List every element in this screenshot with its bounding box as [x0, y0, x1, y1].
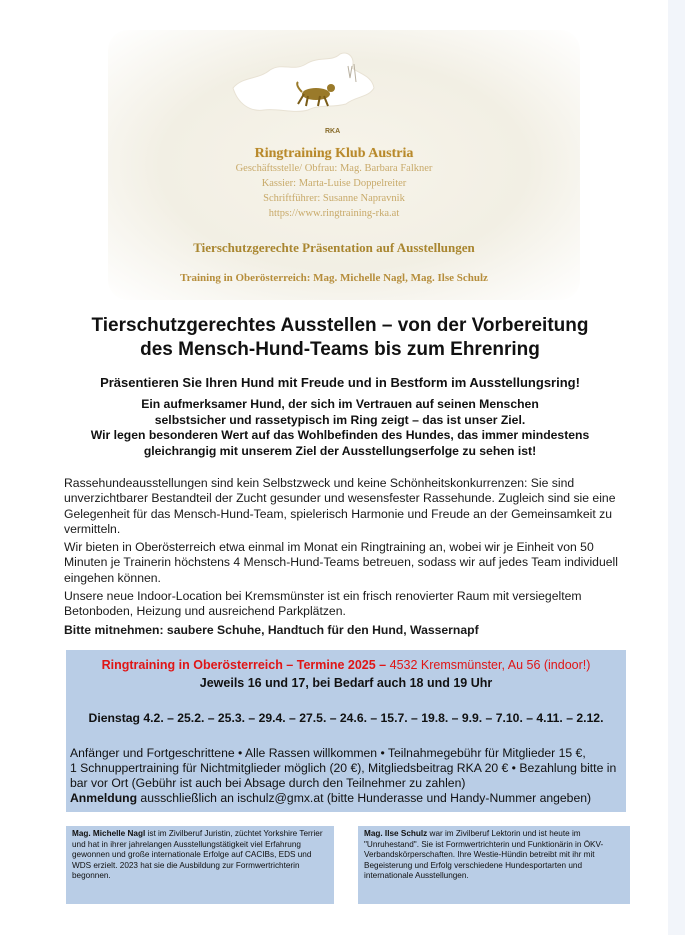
info-line: 1 Schnuppertraining für Nichtmitglieder möglich (20 €), Mitgliedsbeitrag RKA 20 € • Bezahlung bitte in bar vor Ort (Gebühr ist auch bei Absage durch den Teilnehmer zu zahlen) — [70, 761, 617, 790]
page-title — [30, 314, 650, 362]
austria-map-logo — [228, 48, 378, 128]
dates-heading — [66, 658, 626, 672]
body-paragraph: Wir bieten in Oberösterreich etwa einmal im Monat ein Ringtraining an, wobei wir je Einheit von 50 Minuten je Trainerin höchstens 4 Mensch-Hund-Teams betreuen, sodass wir auf jedes Team individuell eingehen können. — [64, 540, 618, 585]
body-paragraph: Unsere neue Indoor-Location bei Kremsmünster ist ein frisch renovierter Raum mit versiegeltem Betonboden, Heizung und ausreichend Parkplätzen. — [64, 589, 582, 619]
training-times: Jeweils 16 und 17, bei Bedarf auch 18 und 19 Uhr — [199, 676, 493, 690]
registration-label: Anmeldung — [70, 791, 138, 805]
header-website-link[interactable]: https://www.ringtraining-rka.at — [268, 208, 400, 219]
training-dates: Dienstag 4.2. – 25.2. – 25.3. – 29.4. – 27.5. – 24.6. – 15.7. – 19.8. – 9.9. – 7.10. – 4.11. – 2.12. — [88, 711, 604, 725]
info-line: Anfänger und Fortgeschrittene • Alle Rassen willkommen • Teilnahmegebühr für Mitglieder 15 €, — [70, 746, 586, 760]
dates-box — [66, 650, 626, 812]
dates-heading-location: 4532 Kremsmünster, Au 56 (indoor!) — [386, 658, 591, 672]
registration-line — [70, 791, 622, 806]
bio-text: ist im Zivilberuf Juristin, züchtet Yorkshire Terrier und hat in ihrer jahrelangen Ausstellungstätigkeit viel Erfahrung gewonnen und große internationale Erfolge auf CACIBs, EDS und WDS erzielt. 2023 hat sie die Ausbildung zur Formwertrichterin begonnen. — [72, 829, 323, 881]
page-margin — [668, 0, 685, 935]
page-title-line1: Tierschutzgerechtes Ausstellen – von der Vorbereitung — [91, 315, 589, 336]
header-line-president: Geschäftsstelle/ Obfrau: Mag. Barbara Falkner — [235, 163, 433, 174]
intro-line: selbstsicher und rassetypisch im Ring zeigt – das ist unser Ziel. — [154, 412, 526, 427]
intro-line: Ein aufmerksamer Hund, der sich im Vertrauen auf seinen Menschen — [141, 397, 539, 411]
intro-text — [40, 397, 640, 459]
header-line-secretary: Schriftführer: Susanne Napravnik — [263, 193, 405, 204]
intro-line: Wir legen besonderen Wert auf das Wohlbefinden des Hundes, das immer mindestens — [90, 428, 590, 442]
participation-info — [70, 746, 622, 806]
club-badge: RKA — [325, 128, 341, 135]
bio-michelle-nagl — [66, 826, 334, 904]
bio-text: war im Zivilberuf Lektorin und ist heute im "Unruhestand". Sie ist Formwertrichterin und Funktionärin in ÖKV-Verbandskörperschaften. Ihre Westie-Hündin betreibt mit ihr mit Begeisterung und Erfolg verschiedene Hundesportarten und internationale Ausstellungen. — [364, 829, 604, 881]
header-subtitle: Tierschutzgerechte Präsentation auf Ausstellungen — [193, 240, 475, 255]
header-trainers: Training in Oberösterreich: Mag. Michelle Nagl, Mag. Ilse Schulz — [180, 272, 488, 284]
bio-name: Mag. Michelle Nagl — [72, 829, 146, 838]
header-line-treasurer: Kassier: Marta-Luise Doppelreiter — [261, 178, 407, 189]
intro-line: gleichrangig mit unserem Ziel der Ausstellungserfolge zu sehen ist! — [143, 443, 537, 458]
page-title-line2: des Mensch-Hund-Teams bis zum Ehrenring — [140, 339, 540, 360]
dates-heading-title: Ringtraining in Oberösterreich – Termine 2025 – — [101, 658, 387, 672]
bio-ilse-schulz — [358, 826, 630, 904]
registration-text: ausschließlich an ischulz@gmx.at (bitte Hunderasse und Handy-Nummer angeben) — [137, 791, 592, 805]
page-subtitle: Präsentieren Sie Ihren Hund mit Freude und in Bestform im Ausstellungsring! — [100, 375, 580, 390]
bio-name: Mag. Ilse Schulz — [364, 829, 428, 838]
body-text — [64, 476, 624, 641]
club-name: Ringtraining Klub Austria — [254, 146, 414, 161]
body-paragraph: Rassehundeausstellungen sind kein Selbstzweck und keine Schönheitskonkurrenzen: Sie sind unverzichtbarer Bestandteil der Zucht gesunder und wesensfester Rassehunde. Zugleich sind sie eine Gelegenheit für das Mensch-Hund-Team, spielerisch Harmonie und Freude an der Gemeinsamkeit zu vermitteln. — [64, 476, 616, 536]
bring-along-note: Bitte mitnehmen: saubere Schuhe, Handtuch für den Hund, Wassernapf — [64, 622, 479, 637]
